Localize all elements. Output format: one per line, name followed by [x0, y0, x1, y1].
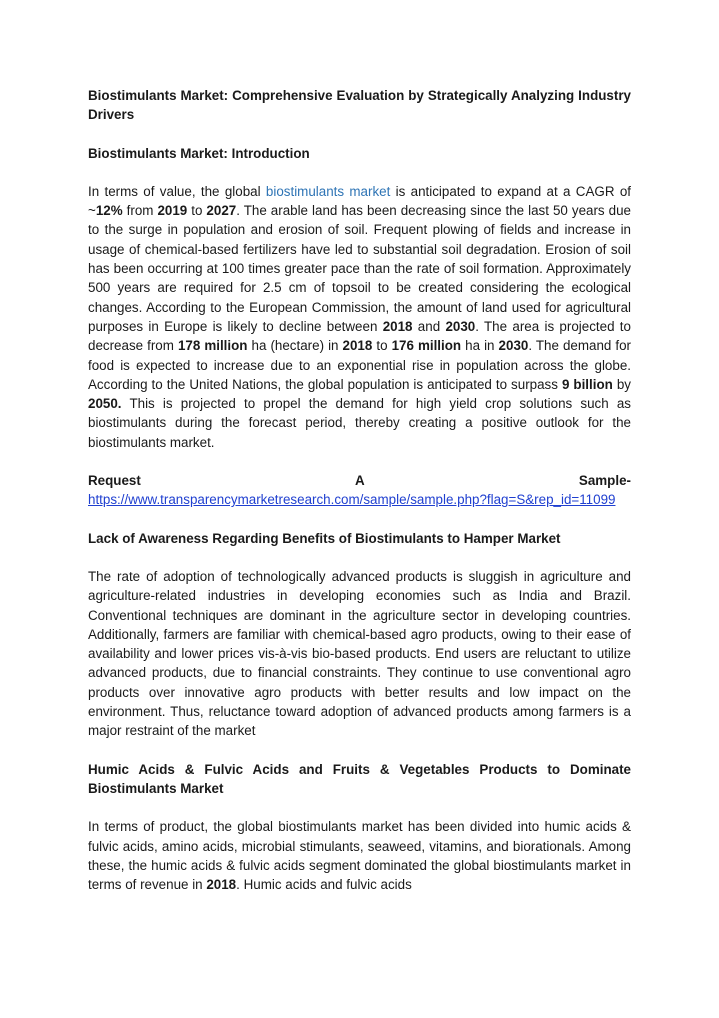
year-2018: 2018	[382, 318, 413, 334]
text-run: In terms of product, the global biostimulants market has been divided into humic acids & fulvic acids, amino acids, microbial stimulants, seaweed, vitamins, and biorationals. Among these, the humic acids & fulvic acids segment dominated the global biostimulants market in terms of revenue in	[88, 819, 631, 893]
spacer	[88, 510, 631, 529]
sample-url-line	[88, 490, 631, 509]
spacer	[88, 741, 631, 760]
section-heading-humic-acids: Humic Acids & Fulvic Acids and Fruits & Vegetables Products to Dominate Biostimulants Market	[88, 761, 631, 796]
year-2030: 2030	[498, 338, 529, 354]
land-area-to: 176 million	[391, 338, 462, 354]
text-run: and	[412, 318, 446, 334]
text-run: to	[187, 203, 207, 219]
request-word: Request	[88, 473, 141, 489]
a-word: A	[355, 473, 365, 489]
population-value: 9 billion	[561, 376, 613, 392]
text-run: to	[372, 338, 392, 354]
text-run: In terms of value, the global	[88, 183, 266, 199]
text-run: from	[122, 203, 158, 219]
text-run: ha in	[461, 338, 499, 354]
sample-request-link[interactable]: https://www.transparencymarketresearch.com/sample/sample.php?flag=S&rep_id=11099	[88, 492, 616, 508]
spacer	[88, 125, 631, 144]
text-run: ha (hectare) in	[247, 338, 343, 354]
introduction-paragraph	[88, 182, 631, 452]
text-run: This is projected to propel the demand for high yield crop solutions such as biostimulants during the forecast period, thereby creating a positive outlook for the biostimulants market.	[88, 396, 631, 450]
year-2018: 2018	[342, 338, 373, 354]
section-heading-introduction: Biostimulants Market: Introduction	[88, 145, 310, 161]
spacer	[88, 452, 631, 471]
text-run: is anticipated to expand at a CAGR of ~	[88, 183, 631, 219]
spacer	[88, 163, 631, 182]
year-2050: 2050.	[88, 396, 122, 412]
spacer	[88, 548, 631, 567]
biostimulants-market-link[interactable]: biostimulants market	[265, 183, 391, 199]
spacer	[88, 798, 631, 817]
humic-paragraph	[88, 817, 631, 894]
text-run: . The arable land has been decreasing since the last 50 years due to the surge in population and erosion of soil. Frequent plowing of fields and increase in usage of chemical-based fertilizers have led to substantial soil degradation. Erosion of soil has been occurring at 100 times greater pace than the rate of soil formation. Approximately 500 years are required for 2.5 cm of topsoil to be created considering the ecological changes. According to the European Commission, the amount of land used for agricultural purposes in Europe is likely to decline between	[88, 203, 631, 334]
text-run: by	[612, 376, 631, 392]
request-sample-line	[88, 471, 631, 490]
text-run: . The area is projected to decrease from	[88, 318, 631, 354]
year-to: 2027	[206, 203, 237, 219]
cagr-value: 12%	[95, 203, 123, 219]
text-run: . The demand for food is expected to increase due to an exponential rise in population across the globe. According to the United Nations, the global population is anticipated to surpass	[88, 338, 632, 392]
section-heading-awareness: Lack of Awareness Regarding Benefits of Biostimulants to Hamper Market	[88, 530, 561, 546]
text-run: . Humic acids and fulvic acids	[236, 877, 412, 893]
year-2030: 2030	[445, 318, 476, 334]
document-title: Biostimulants Market: Comprehensive Evaluation by Strategically Analyzing Industry Drivers	[88, 88, 631, 123]
awareness-paragraph: The rate of adoption of technologically advanced products is sluggish in agriculture and agriculture-related industries in developing economies such as India and Brazil. Conventional techniques are dominant in the agriculture sector in developing countries. Additionally, farmers are familiar with chemical-based agro products, owing to their ease of availability and lower prices vis-à-vis bio-based products. End users are reluctant to utilize advanced products, due to financial constraints. They continue to use conventional agro products over innovative agro products with better results and low impact on the environment. Thus, reluctance toward adoption of advanced products among farmers is a major restraint of the market	[88, 568, 631, 739]
land-area-from: 178 million	[177, 338, 248, 354]
sample-word: Sample-	[578, 473, 631, 489]
year-2018: 2018	[206, 877, 237, 893]
year-from: 2019	[157, 203, 188, 219]
